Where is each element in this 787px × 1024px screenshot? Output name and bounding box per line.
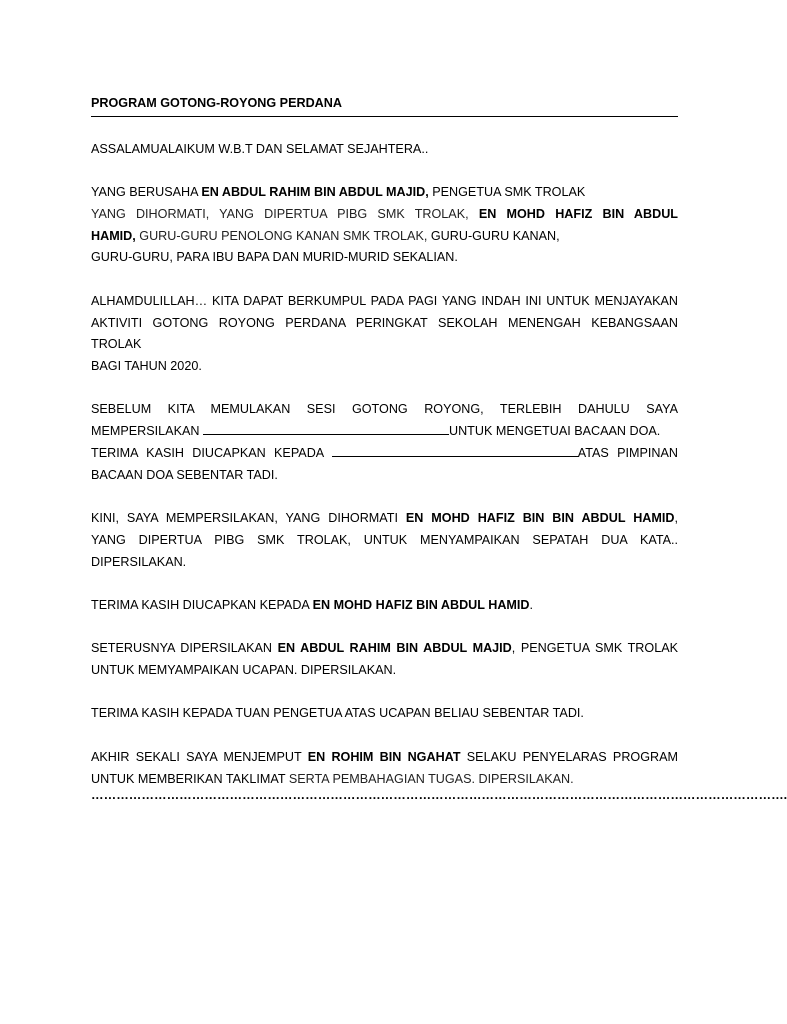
document-title: PROGRAM GOTONG-ROYONG PERDANA <box>91 93 678 117</box>
document-page <box>91 93 787 803</box>
salutation-paragraph <box>91 182 678 269</box>
pibg-invite-paragraph: KINI, SAYA MEMPERSILAKAN, YANG DIHORMATI EN MOHD HAFIZ BIN BIN ABDUL HAMID, YANG DIPERTUA PIBG SMK TROLAK, UNTUK MENYAMPAIKAN SEPATAH DUA KATA.. DIPERSILAKAN. <box>91 511 678 569</box>
prayer-thanks-blank <box>332 444 578 457</box>
principal-name: EN ABDUL RAHIM BIN ABDUL MAJID, <box>201 185 429 200</box>
opening-paragraph: ALHAMDULILLAH… KITA DAPAT BERKUMPUL PADA PAGI YANG INDAH INI UNTUK MENJAYAKAN AKTIVITI GOTONG ROYONG PERDANA PERINGKAT SEKOLAH MENENGAH KEBANGSAAN TROLAK BAGI TAHUN 2020. <box>91 293 678 374</box>
salutation-line-3: HAMID, GURU-GURU PENOLONG KANAN SMK TROLAK, GURU-GURU KANAN, <box>91 228 560 243</box>
salutation-line-4: GURU-GURU, PARA IBU BAPA DAN MURID-MURID SEKALIAN. <box>91 250 458 265</box>
pibg-thanks-paragraph: TERIMA KASIH DIUCAPKAN KEPADA EN MOHD HAFIZ BIN ABDUL HAMID. <box>91 598 534 613</box>
salutation-line-1: YANG BERUSAHA EN ABDUL RAHIM BIN ABDUL MAJID, PENGETUA SMK TROLAK <box>91 185 586 200</box>
prayer-leader-blank <box>203 422 449 435</box>
closing-dotted-line: …………………………………………………………………………………………………………………………………………………. <box>91 788 787 803</box>
greeting-paragraph: ASSALAMUALAIKUM W.B.T DAN SELAMAT SEJAHTERA.. <box>91 141 429 156</box>
prayer-paragraph: SEBELUM KITA MEMULAKAN SESI GOTONG ROYONG, TERLEBIH DAHULU SAYA MEMPERSILAKAN UNTUK MENGETUAI BACAAN DOA. TERIMA KASIH DIUCAPKAN KEPADA ATAS PIMPINAN BACAAN DOA SEBENTAR TADI. <box>91 402 678 482</box>
principal-thanks-paragraph: TERIMA KASIH KEPADA TUAN PENGETUA ATAS UCAPAN BELIAU SEBENTAR TADI. <box>91 706 584 721</box>
principal-invite-paragraph: SETERUSNYA DIPERSILAKAN EN ABDUL RAHIM BIN ABDUL MAJID, PENGETUA SMK TROLAK UNTUK MEMYAMPAIKAN UCAPAN. DIPERSILAKAN. <box>91 641 679 678</box>
pibg-chairman-name: EN MOHD HAFIZ BIN ABDUL <box>478 206 678 221</box>
briefing-paragraph: AKHIR SEKALI SAYA MENJEMPUT EN ROHIM BIN NGAHAT SELAKU PENYELARAS PROGRAM UNTUK MEMBERIKAN TAKLIMAT SERTA PEMBAHAGIAN TUGAS. DIPERSILAKAN. <box>91 749 679 786</box>
salutation-line-2: YANG DIHORMATI, YANG DIPERTUA PIBG SMK TROLAK, EN MOHD HAFIZ BIN ABDUL <box>91 206 678 221</box>
